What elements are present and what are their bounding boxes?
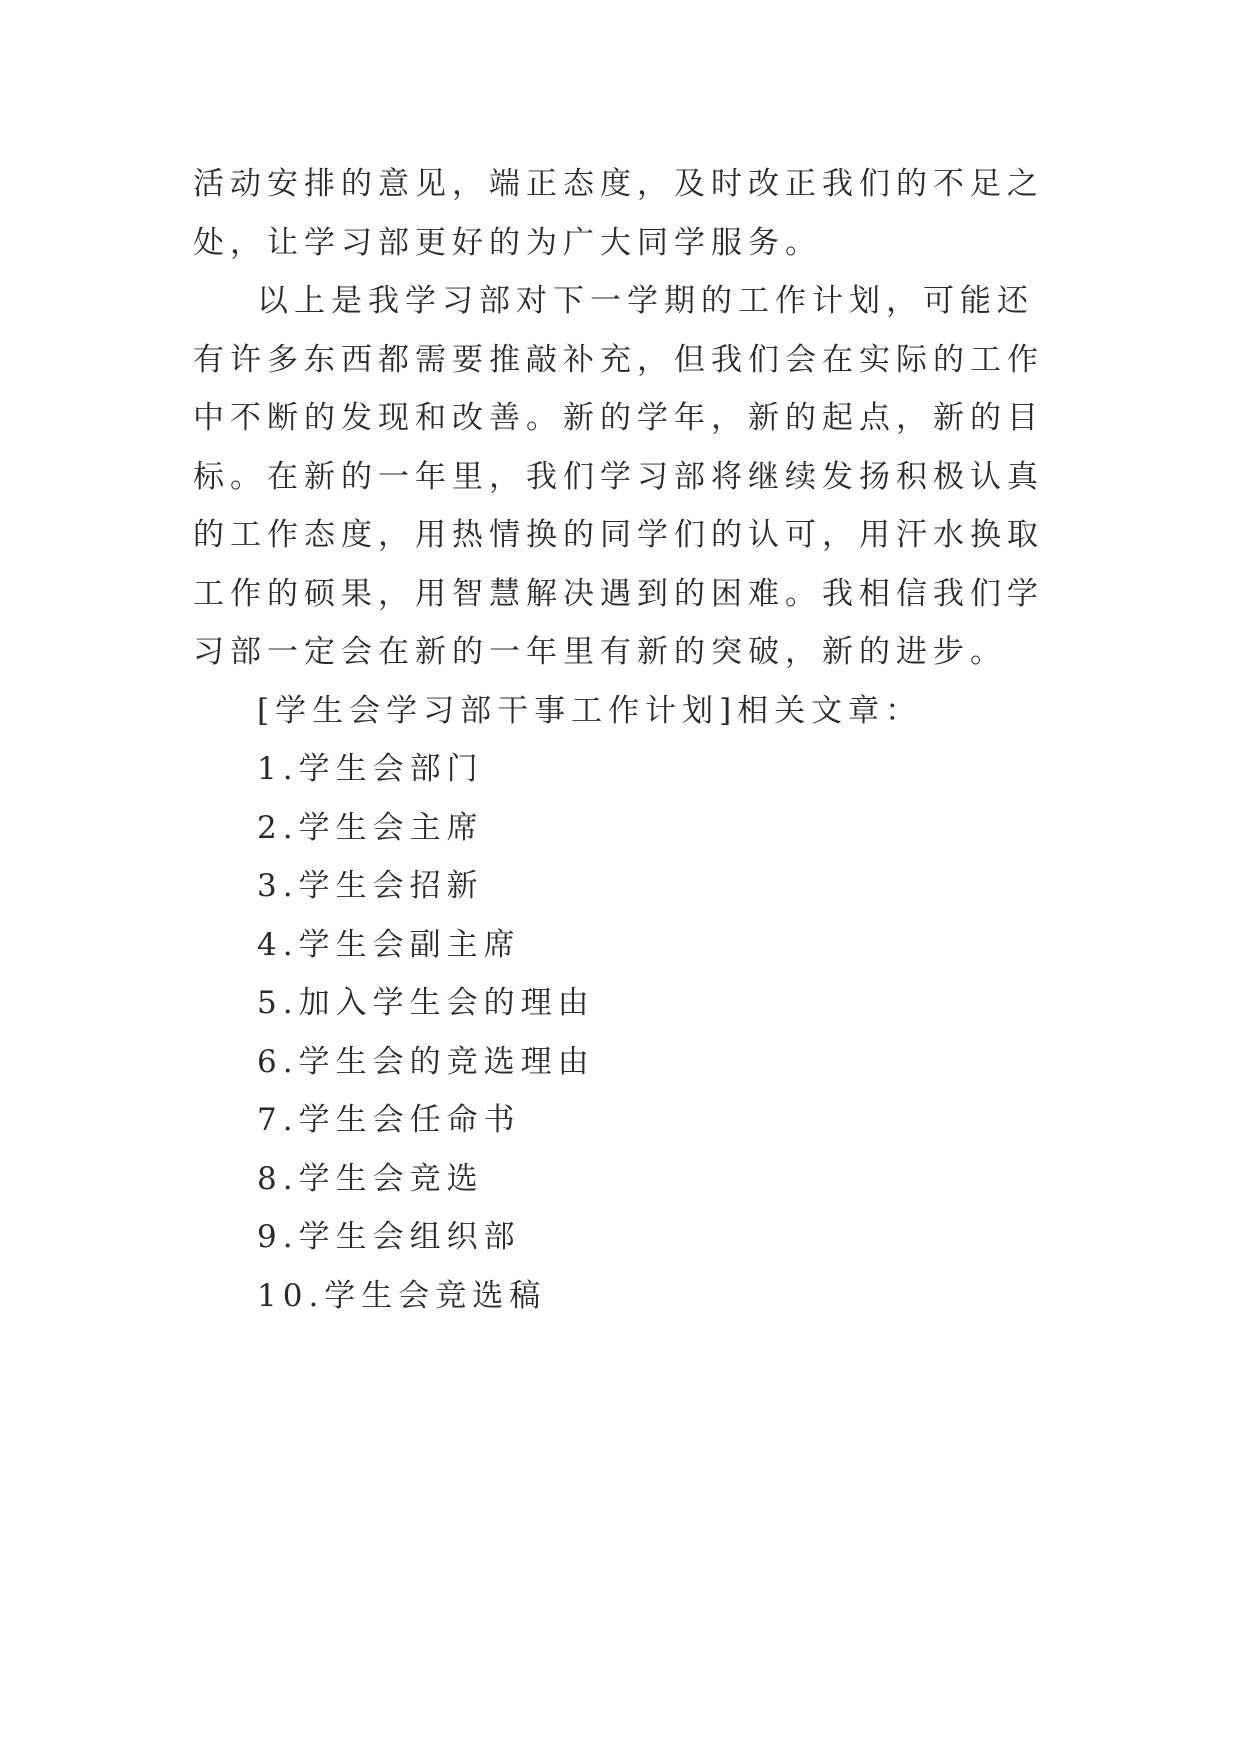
related-article-link[interactable]: 5.加入学生会的理由 xyxy=(257,985,595,1021)
related-article-link[interactable]: 1.学生会部门 xyxy=(257,751,484,787)
related-article-link[interactable]: 9.学生会组织部 xyxy=(257,1219,521,1255)
related-article-link[interactable]: 6.学生会的竞选理由 xyxy=(257,1043,595,1080)
paragraph-continuation: 活动安排的意见，端正态度，及时改正我们的不足之处，让学习部更好的为广大同学服务。 xyxy=(193,166,1044,261)
document-body xyxy=(193,155,1063,1325)
related-article-link[interactable]: 7.学生会任命书 xyxy=(257,1102,521,1138)
related-article-link[interactable]: 3.学生会招新 xyxy=(257,868,484,904)
related-article-link[interactable]: 10.学生会竞选稿 xyxy=(257,1277,547,1314)
related-articles-heading: [学生会学习部干事工作计划]相关文章： xyxy=(257,692,923,729)
related-article-link[interactable]: 4.学生会副主席 xyxy=(257,926,521,963)
paragraph-conclusion: 以上是我学习部对下一学期的工作计划，可能还有许多东西都需要推敲补充，但我们会在实际的工作中不断的发现和改善。新的学年，新的起点，新的目标。在新的一年里，我们学习部将继续发扬积极认真的工作态度，用热情换的同学们的认可，用汗水换取工作的硕果，用智慧解决遇到的困难。我相信我们学习部一定会在新的一年里有新的突破，新的进步。 xyxy=(193,283,1044,670)
related-articles-list xyxy=(193,740,1063,1325)
related-article-link[interactable]: 2.学生会主席 xyxy=(257,809,484,846)
related-article-link[interactable]: 8.学生会竞选 xyxy=(257,1160,484,1197)
